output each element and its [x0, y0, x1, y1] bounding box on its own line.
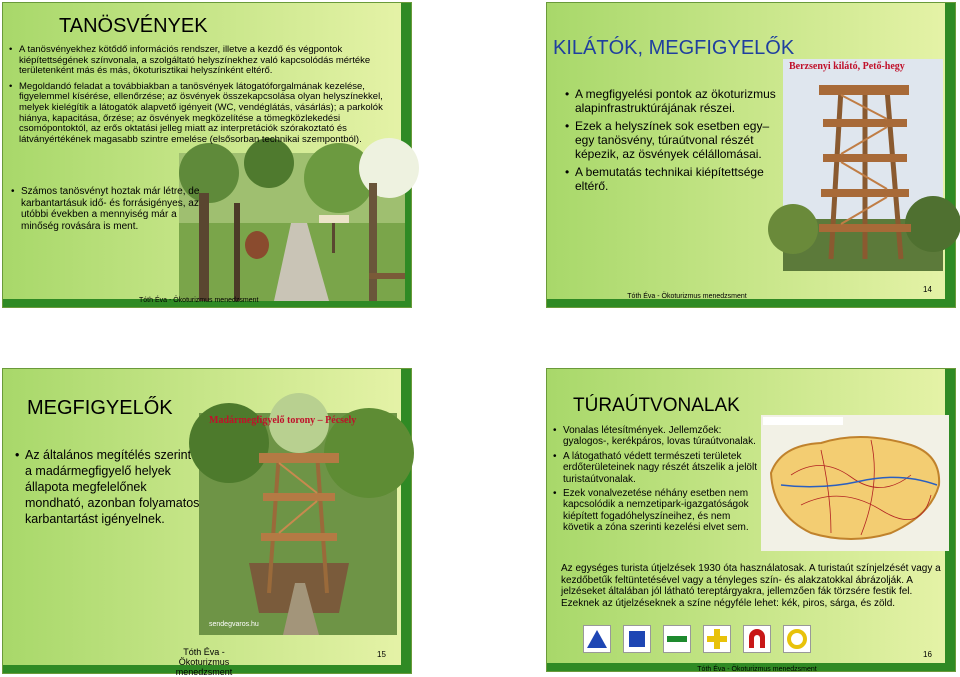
slide-turautvonalak	[546, 368, 956, 672]
page-number: 14	[923, 285, 932, 294]
slide-title: KILÁTÓK, MEGFIGYELŐK	[553, 37, 795, 59]
bullet-1: • A tanösvényekhez kötődő információs rendszer, illetve a kezdő és végpontok kiépítettségének színvonala, a szolgáltató helyszínekhez való kapcsolódás mértéke területenként más és más, ökoturisztikai helyszínként eltérő.	[9, 45, 405, 77]
slide-title: MEGFIGYELŐK	[27, 397, 173, 419]
slide-megfigyelok	[2, 368, 412, 677]
slide-kilatok	[546, 2, 956, 308]
tower-photo	[783, 59, 943, 271]
square-blue-icon	[623, 625, 651, 653]
bullet-3: • A bemutatás technikai kiépítettsége eltérő.	[565, 165, 787, 193]
bullet-2: • Megoldandó feladat a továbbiakban a tanösvények látogatóforgalmának kezelése, figyelemmel kísérése, ellenőrzése; az ösvények összekapcsolása olyan helyszínekkel, melyek kielégítik a látogatók alapvető igényeit (WC, vendéglátás, vásárlás); a parkolók hiánya, kapacitása, őrzése; az ösvények megközelítése a tömegközlekedési csomópontoktól, az erős oktatási jelleg miatt az interpretációk szórakoztató és látványértékének magasabb szintre emelése (elsősorban technikai szempontból).	[9, 82, 405, 146]
slide-edge	[945, 3, 955, 307]
bullet-1: • A megfigyelési pontok az ökoturizmus alapinfrastruktúrájának részei.	[565, 87, 787, 115]
photo-credit: sendegvaros.hu	[209, 621, 259, 628]
slide-tanosvenyek	[2, 2, 412, 308]
bullet-3: • Számos tanösvényt hoztak már létre, de karbantartásuk idő- és forrásigényes, az utóbbi években a mennyiség már a minőség rovására is ment.	[11, 186, 217, 232]
markings-paragraph: Az egységes turista útjelzések 1930 óta használatosak. A turistaút színjelzését vagy a kezdőbetűk feltüntetésével vagy a tényleges szín- és alakzatokkal ábrázolják. A jelzéseket általában jól látható tereptárgyakra, jellemzően fák törzsére festik fel. Ezeknek az útjelzéseknek a színe négyféle lehet: kék, piros, sárga, és zöld.	[561, 563, 941, 609]
slide-footer: Tóth Éva - Ökoturizmus menedzsment	[627, 293, 747, 300]
arch-red-icon	[743, 625, 771, 653]
trail-map	[761, 415, 949, 551]
cross-yellow-icon	[703, 625, 731, 653]
bullet-1: • Az általános megítélés szerint a madármegfigyelő helyek állapota megfelelőnek mondható, azonban folyamatos karbantartást igényelnek.	[15, 447, 201, 527]
bullet-2: • Ezek a helyszínek sok esetben egy–egy tanösvény, túraútvonal részét képezik, az ösvények célállomásai.	[565, 119, 787, 161]
slide-footer: Tóth Éva - Ökoturizmus menedzsment	[139, 297, 259, 304]
slide-edge-bottom	[547, 299, 955, 307]
slide-title: TÚRAÚTVONALAK	[573, 395, 740, 416]
page-number: 15	[377, 650, 386, 659]
bullet-1: • Vonalas létesítmények. Jellemzőek: gyalogos-, kerékpáros, lovas túraútvonalak.	[553, 425, 763, 448]
bullet-3: • Ezek vonalvezetése néhány esetben nem kapcsolódik a nemzetipark-igazgatóságok kiépített fogadóhelyszíneihez, és nem követik a zóna szerinti kezelési elvet sem.	[553, 488, 763, 534]
photo-caption: Berzsenyi kilátó, Pető-hegy	[789, 61, 905, 72]
circle-yellow-icon	[783, 625, 811, 653]
slide-footer: Tóth Éva - Ökoturizmus menedzsment	[175, 647, 233, 677]
bird-hide-photo	[199, 413, 397, 635]
slide-title: TANÖSVÉNYEK	[59, 15, 208, 37]
page-number: 16	[923, 650, 932, 659]
slide-edge	[401, 369, 411, 673]
bar-green-icon	[663, 625, 691, 653]
triangle-blue-icon	[583, 625, 611, 653]
photo-caption: Madármegfigyelő torony – Pécsely	[209, 415, 357, 426]
bullet-2: • A látogatható védett természeti területek erdőterületeinek nagy részét átszelik a jelölt turistaútvonalak.	[553, 451, 763, 485]
slide-footer: Tóth Éva - Ökoturizmus menedzsment	[697, 666, 817, 673]
trail-markers	[583, 625, 811, 653]
